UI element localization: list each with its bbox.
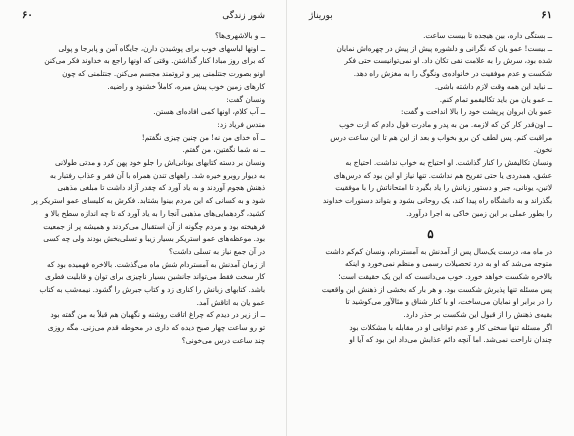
- text-line: لاتین، یونانی، جبر و دستور زبانش را یاد بگیرد تا امتحاناتش را با موفقیت: [335, 183, 552, 193]
- text-line: بگذراند و به دانشگاه راه پیدا کند، یک روحانی بشود و بتواند دستورات خداوند: [322, 196, 552, 206]
- text-line: شده بود، سرش را به علامت نفی تکان داد. او نمی‌توانیست حتی فکر: [344, 56, 552, 66]
- left-page-number: ۶۰: [22, 10, 33, 21]
- text-line: تو رو ساعت چهار صبح دیده که داری در محوطه قدم می‌زنی. مگه روزی: [47, 323, 265, 333]
- left-page-text: [22, 30, 265, 348]
- text-line: فرهیخته بود و مردم چگونه از آن استقبال می‌کردند و همیشه پر از جمعیت: [43, 221, 265, 231]
- text-line: ــ اون‌قدر کار کن که لازمه. من به پدر و مادرت قول دادم که ازت خوب: [339, 119, 552, 129]
- text-line: ــ اونها لباسهای خوب برای پوشیدن دارن، جایگاه آمن و پابرجا و پولی: [58, 43, 265, 53]
- text-line: ونسان گفت:: [226, 94, 265, 104]
- text-line: چند ساعت درس می‌خونی؟: [181, 335, 265, 345]
- text-line: را بطور عملی بر این زمین خاکی به اجرا درآورد.: [406, 208, 552, 218]
- text-line: در ماه مه، درست یک‌سال پس از آمدنش به آمستردام، ونسان کم‌کم داشت: [325, 246, 552, 256]
- text-line: از زمان آمدنش به آمستردام شش ماه می‌گذشت. بالاخره فهمیده بود که: [47, 259, 265, 269]
- text-line: عشق، همدردی یا حتی تفریح هم نداشت. تنها نیاز او این بود که درس‌های: [333, 170, 552, 180]
- text-line: عمو یان ابروان پرپشت خود را بالا انداخت و گفت:: [401, 107, 552, 117]
- right-running-title: بوریناژ: [309, 11, 333, 21]
- text-line: پس مسئله تنها پذیرش شکست بود. و هر بار که بخشی از ذهنش این واقعیت: [321, 284, 552, 294]
- text-line: ذهنش هجوم آوردند و به یاد آورد که چقدر آزاد داشت تا مبلغی مذهبی: [57, 183, 265, 193]
- text-line: ــ بستگی داره، بین هیجده تا بیست ساعت.: [423, 31, 552, 40]
- text-line: اونو بصورت جنتلمنی پیر و ثروتمند مجسم می‌کنن. جنتلمنی که چون: [62, 69, 265, 79]
- chapter-section-number: ۵: [427, 226, 434, 241]
- text-line: چندان ناراحت نمی‌شد. اما آنچه دائم عذابش می‌داد این بود که آیا او: [349, 335, 552, 345]
- right-page-header: [309, 10, 552, 24]
- text-line: ــ نباید این همه وقت لازم داشته باشی.: [434, 81, 552, 91]
- text-line: را در برابر او نمایان می‌ساخت، او با کنار شناق و مثالآور می‌کوشید تا: [345, 297, 552, 307]
- text-line: ــ عمو یان من باید تکالیفمو تمام کنم.: [439, 94, 552, 104]
- text-line: که برای روز مبادا کنار گذاشتن. وقتی که اونها راجع به خداوند فکر می‌کنن: [44, 56, 265, 66]
- text-line: مراقبت کنم. پس لطف کن برو بخواب و بعد از این هم تا این ساعت درس: [330, 132, 552, 142]
- left-running-title: شور زندگی: [222, 11, 265, 21]
- text-line: شکست و عدم موفقیت در خانواده‌ی ونگوگ را به مغزش راه دهد.: [353, 69, 552, 79]
- text-line: ــ آه خدای من نه! من چنین چیزی نگفتم!: [141, 132, 265, 142]
- text-line: ــ نه شما نگفتین، من گفتم.: [182, 145, 265, 155]
- text-line: عمو یان به اتاقش آمد.: [196, 297, 265, 307]
- text-line: ــ از زیر در دیدم که چراغ اتاقت روشنه و نگهبان هم قبلاً به من گفته بود: [50, 310, 265, 320]
- text-line: کشید، گردهمایی‌های مذهبی آنجا را به یاد آورد که تا چه اندازه سطح بالا و: [44, 208, 265, 218]
- right-page-number: ۶۱: [541, 10, 552, 21]
- right-page: [287, 0, 574, 436]
- text-line: نخون.: [533, 145, 552, 155]
- text-line: ونسان بر دسته کتابهای یونانی‌اش را جلو خود پهن کرد و مدتی طولانی: [54, 158, 265, 168]
- text-line: ــ آب کلام، اونها کمی افاده‌ای هستن.: [153, 107, 265, 117]
- text-line: کارهای زمین خوب پیش میره، کاملاً خشنود و راضیه.: [107, 81, 265, 91]
- text-line: بود. موعظه‌های عمو استریکر بسیار زیبا و تسلی‌بخش بودند ولی چه کسی: [43, 234, 265, 244]
- text-line: بقیه‌ی ذهنش را از قبول این شکست بر حذر دارد.: [403, 310, 552, 320]
- text-line: در آن جمع نیاز به تسلی داشت؟: [168, 246, 265, 256]
- text-line: ــ و بالاشهری‌ها؟: [214, 31, 265, 40]
- text-line: بالاخره شکست خواهد خورد. خوب می‌دانست که این یک حقیقت است؛: [338, 271, 552, 281]
- text-line: اگر مسئله تنها سختی کار و عدم توانایی او در مقابله با مشکلات بود: [349, 322, 552, 332]
- text-line: شود و به کسانی که این مردم بینوا بشتابد. فکرش به کلیسای عمو استریکر پر: [31, 196, 265, 206]
- text-line: کار سخت فقط می‌تواند جانشین بسیار ناچیزی برای توان و قابلیت فطری: [45, 272, 265, 282]
- left-page-header: [22, 10, 265, 24]
- text-line: ونسان تکالیفش را کنار گذاشت. او احتیاج به خواب نداشت. احتیاج به: [345, 158, 552, 168]
- text-line: باشد. کتابهای زبانش را کناری زد و کتاب جبرش را گشود. نیمه‌شب به کتاب: [39, 285, 265, 295]
- text-line: متوجه می‌شد که او به درد تحصیلات رسمی و منظم نمی‌خورد و اینکه: [345, 259, 552, 269]
- right-page-text: [309, 30, 552, 347]
- right-text-after-heading: [309, 246, 552, 348]
- text-line: به دیوار روبرو خیره شد. راههای تندن همراه با آن فقر و عذاب رفتبار به: [49, 170, 265, 180]
- text-line: مندس فریاد زد:: [217, 119, 265, 129]
- right-text-before-heading: [309, 30, 552, 221]
- text-line: ــ بیست! عمو یان که نگرانی و دلشوره پیش از پیش در چهره‌اش نمایان: [336, 43, 552, 53]
